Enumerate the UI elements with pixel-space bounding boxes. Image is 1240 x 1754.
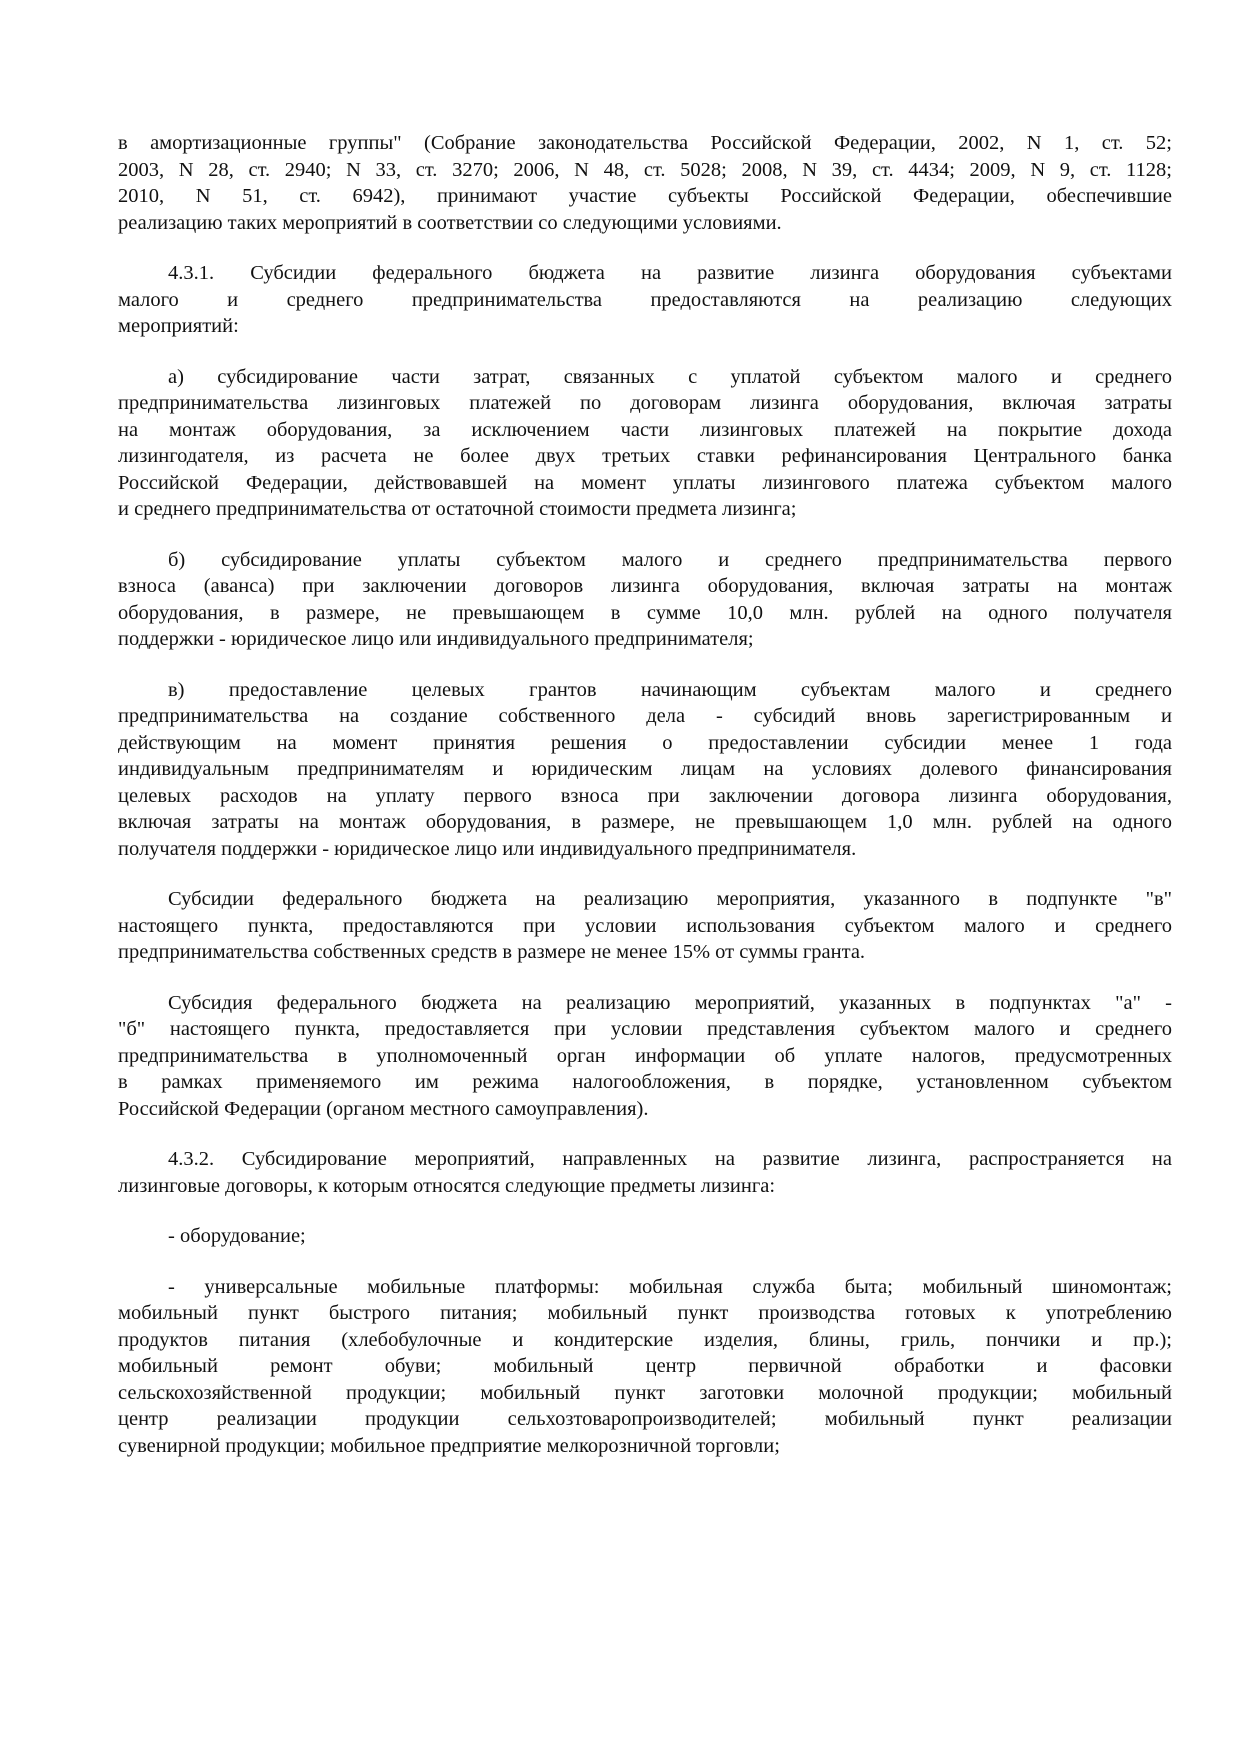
text-line: поддержки - юридическое лицо или индивидуального предпринимателя; — [118, 628, 754, 650]
text-line: мобильный пункт быстрого питания; мобильный пункт производства готовых к употреблению — [118, 1302, 1172, 1324]
text-line: и среднего предпринимательства от остаточной стоимости предмета лизинга; — [118, 498, 797, 520]
text-line: а) субсидирование части затрат, связанных с уплатой субъектом малого и среднего — [168, 365, 1172, 388]
text-line: сельскохозяйственной продукции; мобильный пункт заготовки молочной продукции; мобильный — [118, 1381, 1172, 1404]
text-line: целевых расходов на уплату первого взноса при заключении договора лизинга оборудования, — [118, 784, 1172, 807]
text-line: индивидуальным предпринимателям и юридическим лицам на условиях долевого финансирования — [118, 758, 1172, 780]
text-line: предпринимательства на создание собственного дела - субсидий вновь зарегистрированным и — [118, 705, 1172, 727]
text-line: Российской Федерации, действовавшей на момент уплаты лизингового платежа субъектом малого — [118, 471, 1172, 494]
text-line: настоящего пункта, предоставляются при условии использования субъектом малого и среднего — [118, 914, 1172, 937]
text-line: оборудования, в размере, не превышающем в сумме 10,0 млн. рублей на одного получателя — [118, 601, 1172, 624]
text-line: предпринимательства лизинговых платежей по договорам лизинга оборудования, включая затраты — [118, 392, 1172, 414]
text-line: лизинговые договоры, к которым относятся следующие предметы лизинга: — [118, 1174, 776, 1197]
text-line: сувенирной продукции; мобильное предприятие мелкорозничной торговли; — [118, 1434, 780, 1457]
paragraph — [118, 547, 1172, 653]
text-line: Субсидия федерального бюджета на реализацию мероприятий, указанных в подпунктах "а" - — [168, 991, 1172, 1014]
text-line: реализацию таких мероприятий в соответствии со следующими условиями. — [118, 211, 782, 234]
text-line: предпринимательства собственных средств в размере не менее 15% от суммы гранта. — [118, 941, 866, 963]
text-line: лизингодателя, из расчета не более двух третьих ставки рефинансирования Центрального банка — [118, 445, 1172, 467]
text-line: предпринимательства в уполномоченный орган информации об уплате налогов, предусмотренных — [118, 1044, 1172, 1067]
text-line: 4.3.2. Субсидирование мероприятий, направленных на развитие лизинга, распространяется на — [168, 1148, 1172, 1170]
text-line: действующим на момент принятия решения о предоставлении субсидии менее 1 года — [118, 731, 1172, 754]
text-line: Субсидии федерального бюджета на реализацию мероприятия, указанного в подпункте "в" — [168, 888, 1172, 910]
text-line: 4.3.1. Субсидии федерального бюджета на развитие лизинга оборудования субъектами — [168, 262, 1172, 284]
text-line: малого и среднего предпринимательства предоставляются на реализацию следующих — [118, 288, 1172, 311]
text-line: включая затраты на монтаж оборудования, в размере, не превышающем 1,0 млн. рублей на одного — [118, 811, 1172, 833]
paragraph — [118, 364, 1172, 523]
paragraph — [118, 677, 1172, 863]
text-line: взноса (аванса) при заключении договоров лизинга оборудования, включая затраты на монтаж — [118, 575, 1172, 597]
text-line: мобильный ремонт обуви; мобильный центр первичной обработки и фасовки — [118, 1355, 1172, 1377]
text-line: 2010, N 51, ст. 6942), принимают участие субъекты Российской Федерации, обеспечившие — [118, 185, 1172, 207]
paragraph — [118, 990, 1172, 1123]
paragraph — [118, 1274, 1172, 1460]
paragraph — [118, 1223, 1172, 1250]
text-line: в) предоставление целевых грантов начинающим субъектам малого и среднего — [168, 678, 1172, 701]
paragraph — [118, 260, 1172, 340]
text-line: получателя поддержки - юридическое лицо или индивидуального предпринимателя. — [118, 837, 857, 860]
text-line: б) субсидирование уплаты субъектом малого и среднего предпринимательства первого — [168, 548, 1172, 571]
text-line: Российской Федерации (органом местного самоуправления). — [118, 1097, 649, 1120]
text-line: продуктов питания (хлебобулочные и кондитерские изделия, блины, гриль, пончики и пр.); — [118, 1328, 1172, 1351]
text-line: - универсальные мобильные платформы: мобильная служба быта; мобильный шиномонтаж; — [168, 1275, 1172, 1298]
text-line: центр реализации продукции сельхозтоваропроизводителей; мобильный пункт реализации — [118, 1408, 1172, 1430]
paragraph — [118, 1146, 1172, 1199]
text-line: - оборудование; — [168, 1225, 306, 1247]
text-line: мероприятий: — [118, 315, 239, 337]
text-line: на монтаж оборудования, за исключением части лизинговых платежей на покрытие дохода — [118, 418, 1172, 441]
text-line: 2003, N 28, ст. 2940; N 33, ст. 3270; 2006, N 48, ст. 5028; 2008, N 39, ст. 4434; 2009, N 9, ст. 1128; — [118, 158, 1172, 181]
text-line: в амортизационные группы" (Собрание законодательства Российской Федерации, 2002, N 1, ст. 52; — [118, 132, 1172, 154]
paragraph — [118, 886, 1172, 966]
document-page — [118, 130, 1172, 1483]
text-line: "б" настоящего пункта, предоставляется при условии представления субъектом малого и среднего — [118, 1018, 1172, 1040]
paragraph — [118, 130, 1172, 236]
text-line: в рамках применяемого им режима налогообложения, в порядке, установленном субъектом — [118, 1071, 1172, 1093]
